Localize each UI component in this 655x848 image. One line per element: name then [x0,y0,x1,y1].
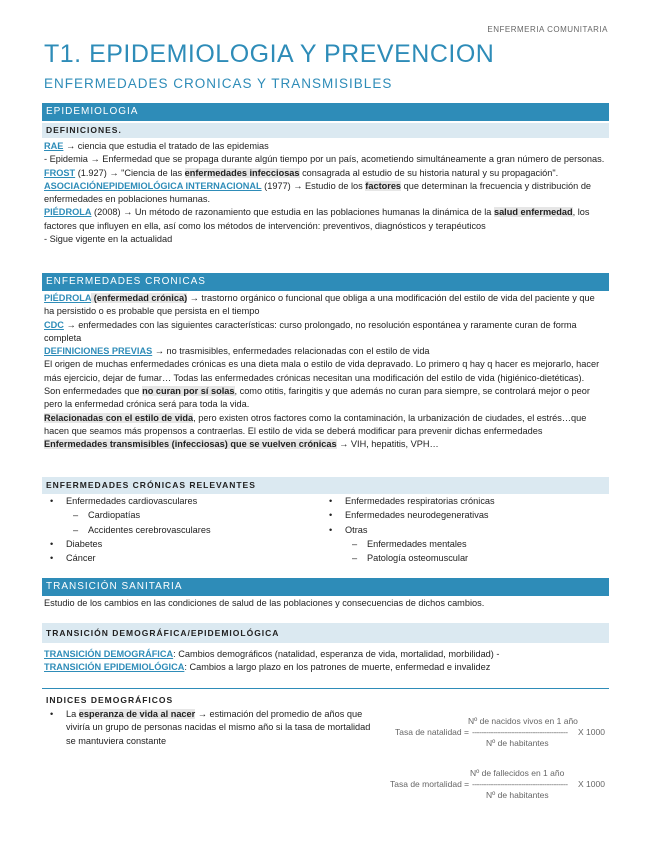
cron-pied-text: → trastorno orgánico o funcional que obliga a una modificación del estilo de vida del paciente y que ha persistido o es probable que persista en el tiempo [44,293,595,317]
def-epidemia: - Epidemia → Enfermedad que se propaga durante algún tiempo por un país, acometiendo simultáneamente a gran número de personas. [44,154,605,165]
formula-mortalidad-line: ----------------------------------------- [472,779,568,789]
formula-mortalidad-denominator: Nº de habitantes [486,790,549,800]
kw-frost: FROST [44,167,76,178]
kw-cron-piedrola: PIÉDROLA [44,293,92,303]
demografica-block [44,648,607,675]
def-pied-highlight: salud enfermedad [493,207,573,218]
formula-natalidad-line: ----------------------------------------- [472,727,568,737]
formula-natalidad-numerator: Nº de nacidos vivos en 1 año [468,716,578,726]
cron-origen: El origen de muchas enfermedades crónicas es una dieta mala o estilo de vida depravado. Lo primero q hay q hacer es mejorarlo, hacer más ejercicio, dejar de fumar… Todas las enfermedades crónicas necesitan una modificación del estilo de vida (higiénico-dietéticas). [44,359,600,383]
cron-cdc-text: → enfermedades con las siguientes características: curso prolongado, no resolución espontánea y raramente curan de forma completa [44,319,577,343]
list-item: • Diabetes [46,537,316,551]
cron-son-c: , como otitis, faringitis y que además no curan para siempre, se controlará mejor o peor pero la enfermedad crónica será para toda la vida. [44,386,590,410]
page-title: T1. EPIDEMIOLOGIA Y PREVENCION [44,40,495,68]
indices-list [46,708,376,748]
cron-rel-highlight: Relacionadas con el estilo de vida [44,412,194,423]
kw-cdc: CDC [44,319,64,330]
list-item: • Otras [325,523,605,537]
subsection-indices: INDICES DEMOGRÁFICOS [46,695,174,705]
cron-piedrola [44,292,607,319]
list-item: • Enfermedades respiratorias crónicas [325,494,605,508]
def-frost [44,167,607,180]
section-bar-epidemiologia: EPIDEMIOLOGIA [42,103,609,121]
esp-c: → estimación del promedio de años que viviría un grupo de personas nacidas el mismo año si la tasa de mortalidad se mantuviera constante [66,709,371,746]
list-item: • Cáncer [46,551,316,565]
formula-mortalidad-numerator: Nº de fallecidos en 1 año [470,768,565,778]
list-item: – Patología osteomuscular [325,551,605,565]
def-asoc-c: que determinan la frecuencia y distribución de enfermedades en poblaciones humanas. [44,180,592,205]
list-item-esperanza [46,708,376,748]
transicion-text: Estudio de los cambios en las condiciones de salud de las poblaciones y consecuencias de dichos cambios. [44,598,485,608]
list-item: • Enfermedades cardiovasculares [46,494,316,508]
cron-son-a: Son enfermedades que [44,386,143,397]
subsection-relevantes: ENFERMEDADES CRÓNICAS RELEVANTES [42,477,609,494]
cron-transmisibles [44,438,607,451]
definitions-block [44,140,607,246]
kw-definiciones-previas: DEFINICIONES PREVIAS [44,346,153,357]
cron-rel-text: , pero existen otros factores como la contaminación, la urbanización de ciudades, el estrés…que hacen que seamos más propensos a contraerlas. El estilo de vida se deberá modificar para prevenir dichas enfermedades [44,412,587,436]
subsection-definiciones: DEFINICIONES. [42,123,609,138]
trans-epidemiologica [44,661,607,674]
cron-def-text: → no trasmisibles, enfermedades relacionadas con el estilo de vida [152,346,430,357]
cron-trans-text: → VIH, hepatitis, VPH… [336,439,439,450]
cron-son-highlight: no curan por sí solas [142,386,235,397]
subsection-demografica: TRANSICIÓN DEMOGRÁFICA/EPIDEMIOLÓGICA [42,623,609,643]
section-bar-transicion: TRANSICIÓN SANITARIA [42,578,609,596]
divider [42,688,609,689]
page-subtitle: ENFERMEDADES CRONICAS Y TRANSMISIBLES [44,76,393,91]
cron-definiciones [44,345,607,358]
trans-demografica [44,648,607,661]
formula-mortalidad-rhs: X 1000 [578,779,605,789]
kw-rae: RAE [44,141,64,151]
def-frost-c: consagrada al estudio de su historia natural y su propagación". [299,167,559,178]
formula-natalidad-rhs: X 1000 [578,727,605,737]
def-asoc-a: (1977) → Estudio de los [261,180,366,191]
cron-pied-highlight: (enfermedad crónica) [91,293,188,303]
cron-cdc [44,319,607,346]
formula-natalidad-lhs: Tasa de natalidad = [395,727,469,737]
cronicas-block [44,292,607,452]
relevantes-list-right [325,494,605,565]
cron-relacionadas [44,412,607,439]
kw-trans-demografica: TRANSICIÓN DEMOGRÁFICA [44,649,174,659]
def-pied-a: (2008) → Un método de razonamiento que estudia en las poblaciones humanas la dinámica de la [91,207,494,218]
trans-epi-text: : Cambios a largo plazo en los patrones de muerte, enfermedad e invalidez [184,662,491,673]
list-item: – Enfermedades mentales [325,537,605,551]
formula-mortalidad-lhs: Tasa de mortalidad = [390,779,470,789]
kw-asociacion: ASOCIACIÓNEPIDEMIOLÓGICA INTERNACIONAL [44,180,262,191]
def-frost-a: (1.927) → "Ciencia de las [75,167,185,178]
def-frost-highlight: enfermedades infecciosas [184,167,300,178]
formula-natalidad-denominator: Nº de habitantes [486,738,549,748]
def-asociacion [44,180,607,207]
kw-trans-epidemiologica: TRANSICIÓN EPIDEMIOLÓGICA [44,662,185,673]
def-pied-c: , los factores que influyen en ella, así como los métodos de intervención: preventivos, diagnósticos y terapéuticos [44,207,590,231]
header-course-name: ENFERMERIA COMUNITARIA [487,25,608,34]
cron-son [44,385,607,412]
cron-trans-highlight: Enfermedades transmisibles (infecciosas) que se vuelven crónicas [44,439,337,450]
def-rae [44,140,607,153]
esp-a: La [66,709,79,719]
def-asoc-highlight: factores [365,180,402,191]
trans-dem-text: : Cambios demográficos (natalidad, esperanza de vida, mortalidad, morbilidad) - [173,649,500,659]
list-item: – Accidentes cerebrovasculares [46,523,316,537]
def-piedrola [44,206,607,233]
list-item: – Cardiopatías [46,508,316,522]
def-vigente: - Sigue vigente en la actualidad [44,234,173,245]
list-item: • Enfermedades neurodegenerativas [325,508,605,522]
section-bar-cronicas: ENFERMEDADES CRONICAS [42,273,609,291]
relevantes-list-left [46,494,316,565]
esp-highlight: esperanza de vida al nacer [78,709,196,719]
def-rae-text: → ciencia que estudia el tratado de las epidemias [63,141,269,151]
kw-piedrola: PIÉDROLA [44,207,92,218]
